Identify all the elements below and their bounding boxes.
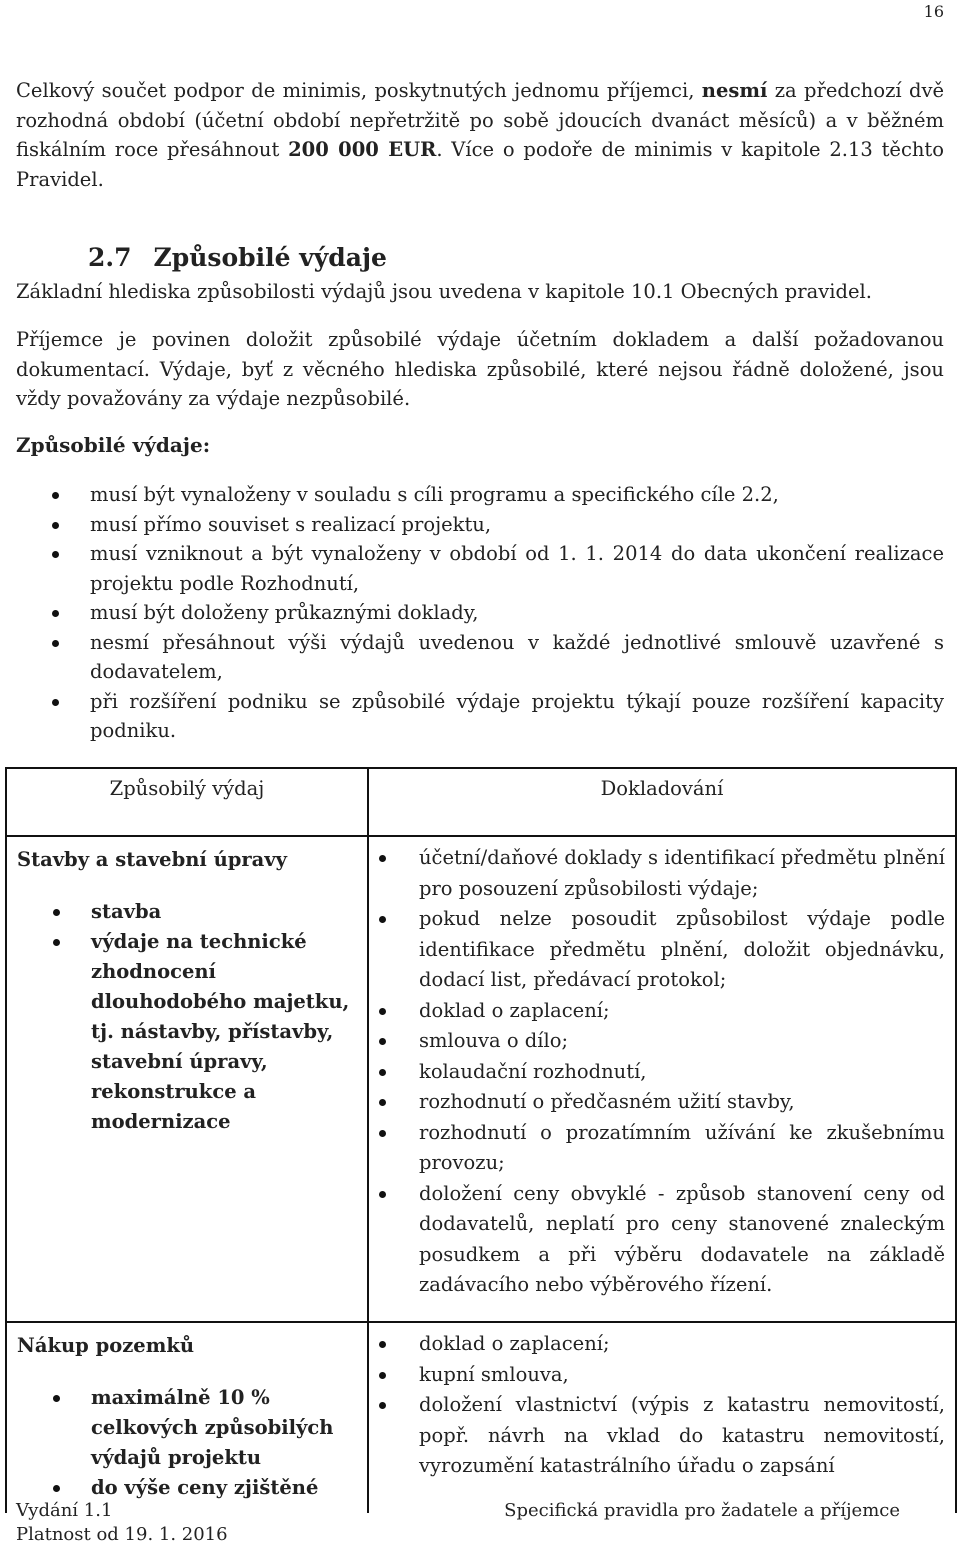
list-item: doklad o zaplacení; bbox=[395, 996, 945, 1027]
intro-text-1: Celkový součet podpor de minimis, poskytnutých jednomu příjemci, bbox=[16, 79, 695, 102]
section-title: Způsobilé výdaje bbox=[153, 243, 387, 272]
documentation-items bbox=[379, 1329, 945, 1482]
footer-validity: Platnost od 19. 1. 2016 bbox=[16, 1524, 228, 1545]
list-item: doklad o zaplacení; bbox=[395, 1329, 945, 1360]
intro-bold-2: 200 000 EUR bbox=[288, 138, 437, 161]
intro-bold-1: nesmí bbox=[701, 79, 768, 102]
intro-text-2: za předchozí dvě rozhodná období (účetní období nepřetržitě po sobě jdoucích dvanáct měsíců) a v běžném fiskálním roce přesáhnout bbox=[16, 79, 945, 161]
expense-title: Stavby a stavební úpravy bbox=[17, 848, 287, 871]
list-item: maximálně 10 % celkových způsobilých výdajů projektu bbox=[17, 1383, 357, 1473]
list-item: smlouva o dílo; bbox=[395, 1026, 945, 1057]
intro-paragraph bbox=[16, 76, 944, 194]
list-item: stavba bbox=[17, 897, 357, 927]
list-item: výdaje na technické zhodnocení dlouhodobého majetku, tj. nástavby, přístavby, stavební úpravy, rekonstrukce a modernizace bbox=[17, 927, 357, 1137]
table-header-expense: Způsobilý výdaj bbox=[6, 768, 368, 836]
list-item: musí být doloženy průkaznými doklady, bbox=[16, 598, 944, 628]
paragraph-obligation: Příjemce je povinen doložit způsobilé výdaje účetním dokladem a další požadovanou dokumentací. Výdaje, byť z věcného hlediska způsobilé, které nejsou řádně doložené, jsou vždy považovány za výdaje nezpůsobilé. bbox=[16, 328, 944, 410]
expenses-table bbox=[5, 767, 957, 1513]
documentation-cell bbox=[368, 836, 956, 1322]
list-item: rozhodnutí o prozatímním užívání ke zkušebnímu provozu; bbox=[395, 1118, 945, 1179]
list-item: doložení vlastnictví (výpis z katastru nemovitostí, popř. návrh na vklad do katastru nemovitostí, vyrozumění katastrálního úřadu o zapsání bbox=[395, 1390, 945, 1482]
list-item: rozhodnutí o předčasném užití stavby, bbox=[395, 1087, 945, 1118]
table-header-documentation: Dokladování bbox=[368, 768, 956, 836]
table-header-row bbox=[6, 768, 956, 836]
footer-document-title: Specifická pravidla pro žadatele a příjemce bbox=[504, 1500, 900, 1521]
table-row bbox=[6, 1322, 956, 1513]
expense-title: Nákup pozemků bbox=[17, 1334, 195, 1357]
list-item: pokud nelze posoudit způsobilost výdaje podle identifikace předmětu plnění, doložit objednávku, dodací list, předávací protokol; bbox=[395, 904, 945, 996]
expense-cell bbox=[6, 836, 368, 1322]
list-item: musí přímo souviset s realizací projektu, bbox=[16, 510, 944, 540]
section-heading bbox=[88, 243, 387, 272]
table-row bbox=[6, 836, 956, 1322]
list-item: kupní smlouva, bbox=[395, 1360, 945, 1391]
expense-cell bbox=[6, 1322, 368, 1513]
expense-items bbox=[17, 1383, 357, 1503]
intro-text-3: . Více o podoře de minimis v kapitole 2.13 těchto Pravidel. bbox=[16, 138, 944, 191]
list-item: musí být vynaloženy v souladu s cíli programu a specifického cíle 2.2, bbox=[16, 480, 944, 510]
eligibility-conditions-list bbox=[16, 480, 944, 746]
documentation-items bbox=[379, 843, 945, 1301]
list-item: doložení ceny obvyklé - způsob stanovení ceny od dodavatelů, neplatí pro ceny stanovené znaleckým posudkem a při výběru dodavatele na základě zadávacího nebo výběrového řízení. bbox=[395, 1179, 945, 1301]
eligible-expenses-subheading: Způsobilé výdaje: bbox=[16, 433, 211, 457]
list-item: nesmí přesáhnout výši výdajů uvedenou v každé jednotlivé smlouvě uzavřené s dodavatelem, bbox=[16, 628, 944, 687]
footer-edition: Vydání 1.1 bbox=[16, 1500, 113, 1521]
list-item: účetní/daňové doklady s identifikací předmětu plnění pro posouzení způsobilosti výdaje; bbox=[395, 843, 945, 904]
list-item: kolaudační rozhodnutí, bbox=[395, 1057, 945, 1088]
paragraph-basics: Základní hlediska způsobilosti výdajů jsou uvedena v kapitole 10.1 Obecných pravidel. bbox=[16, 280, 872, 303]
section-number: 2.7 bbox=[88, 243, 132, 272]
list-item: při rozšíření podniku se způsobilé výdaje projektu týkají pouze rozšíření kapacity podniku. bbox=[16, 687, 944, 746]
expense-items bbox=[17, 897, 357, 1137]
documentation-cell bbox=[368, 1322, 956, 1513]
list-item: do výše ceny zjištěné bbox=[17, 1473, 357, 1503]
list-item: musí vzniknout a být vynaloženy v období od 1. 1. 2014 do data ukončení realizace projektu podle Rozhodnutí, bbox=[16, 539, 944, 598]
page-number: 16 bbox=[923, 2, 944, 21]
